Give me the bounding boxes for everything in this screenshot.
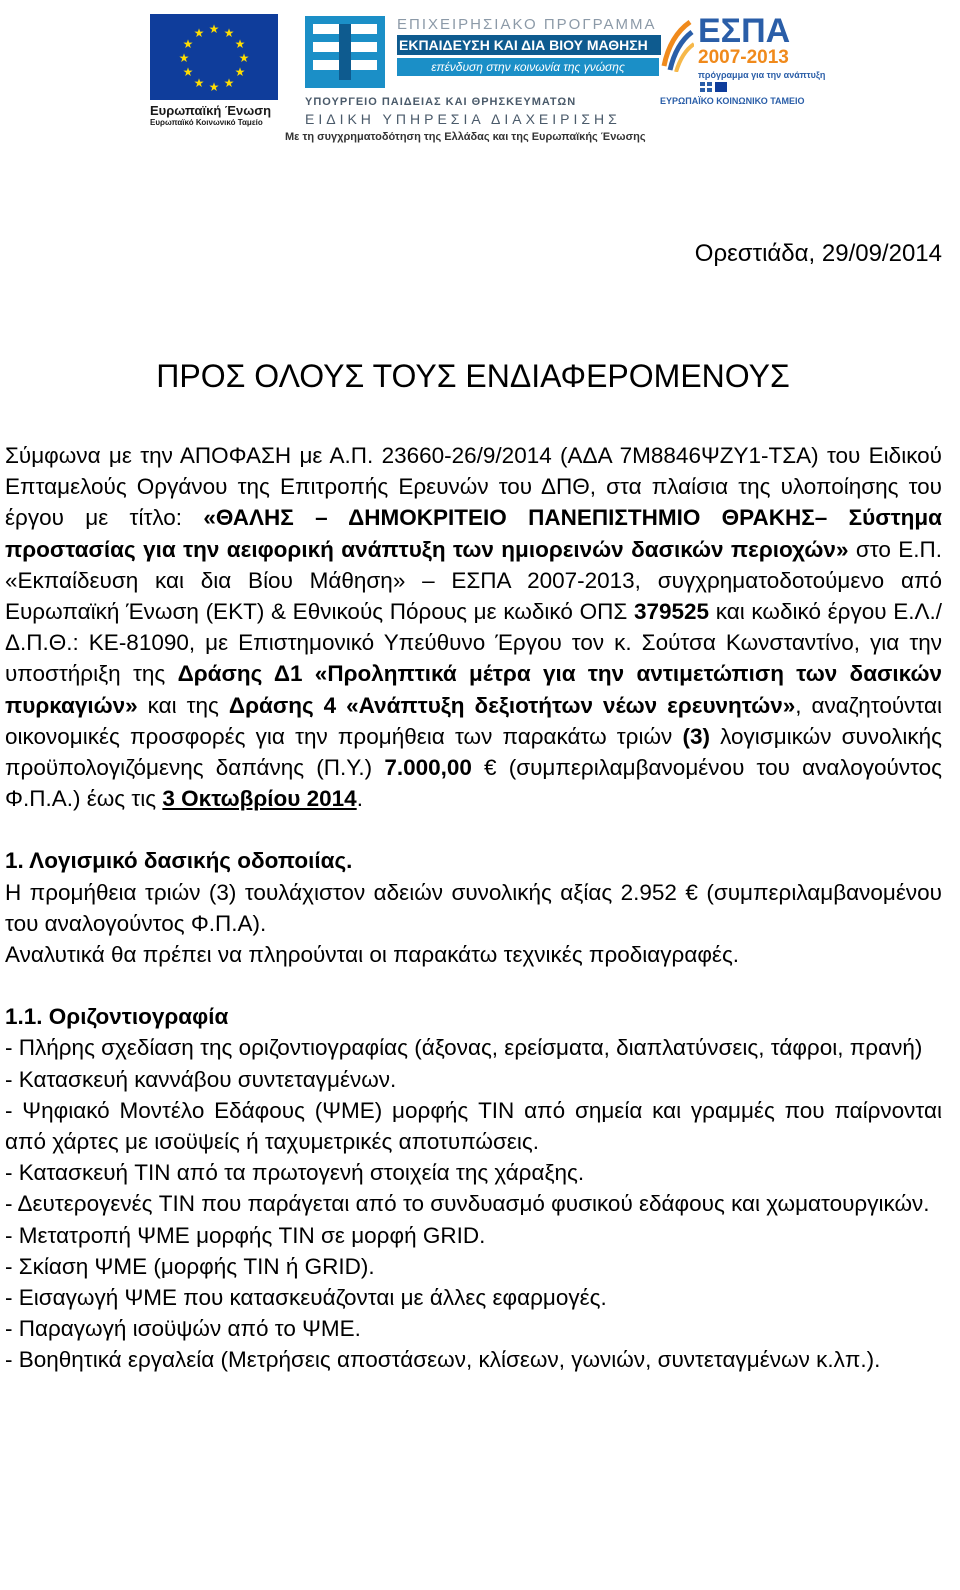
eu-caption: Ευρωπαϊκή Ένωση (150, 103, 272, 118)
software-count: (3) (682, 723, 710, 749)
spec-item: - Μετατροπή ΨΜΕ μορφής TIN σε μορφή GRID. (5, 1222, 486, 1248)
svg-text:★: ★ (208, 80, 220, 94)
managing-authority: ΕΙΔΙΚΗ ΥΠΗΡΕΣΙΑ ΔΙΑΧΕΙΡΙΣΗΣ (305, 111, 621, 127)
spec-item: - Πλήρης σχεδίαση της οριζοντιογραφίας (άξονας, ερείσματα, διαπλατύνσεις, τάφροι, πρανή) (5, 1035, 923, 1061)
svg-text:★: ★ (178, 51, 190, 65)
document-date: Ορεστιάδα, 29/09/2014 (694, 240, 942, 267)
greek-eu-flags-icon (700, 82, 728, 96)
programme-emblem-icon (305, 16, 385, 88)
eu-stars-icon (150, 14, 278, 100)
section-1-1-heading: 1.1. Οριζοντιογραφία (5, 1004, 229, 1030)
section-1-heading: 1. Λογισμικό δασικής οδοποιίας. (5, 848, 353, 874)
header-logos (0, 0, 960, 150)
action-d1: Δράσης Δ1 «Προληπτικά μέτρα για την αντιμετώπιση των δασικών πυρκαγιών» (5, 661, 942, 718)
deadline-date: 3 Οκτωβρίου 2014 (162, 786, 357, 812)
programme-name: ΕΚΠΑΙΔΕΥΣΗ ΚΑΙ ΔΙΑ ΒΙΟΥ ΜΑΘΗΣΗ (397, 35, 661, 55)
ops-code: 379525 (633, 599, 710, 625)
spec-item: - Ψηφιακό Μοντέλο Εδάφους (ΨΜΕ) μορφής TIN από σημεία και γραμμές που παίρνονται από χάρτες με ισοϋψείς ή ταχυμετρικές αποτυπώσεις. (5, 1097, 942, 1155)
svg-text:★: ★ (193, 26, 205, 40)
intro-text: λογισμικών συνολικής προϋπολογιζόμενης δαπάνης (Π.Υ.) (5, 723, 942, 781)
spec-item: - Σκίαση ΨΜΕ (μορφής TIN ή GRID). (5, 1253, 375, 1279)
spacer (5, 814, 942, 845)
programme-title: ΕΠΙΧΕΙΡΗΣΙΑΚΟ ΠΡΟΓΡΑΜΜΑ (397, 16, 657, 33)
page-title: ΠΡΟΣ ΟΛΟΥΣ ΤΟΥΣ ΕΝΔΙΑΦΕΡΟΜΕΝΟΥΣ (156, 358, 790, 394)
spec-item: - Κατασκευή TIN από τα πρωτογενή στοιχεία της χάραξης. (5, 1160, 585, 1186)
programme-slogan: επένδυση στην κοινωνία της γνώσης (397, 58, 659, 76)
intro-text: € (συμπεριλαμβανομένου του αναλογούντος Φ.Π.Α.) έως τις (5, 755, 942, 812)
spec-item: - Εισαγωγή ΨΜΕ που κατασκευάζονται με άλλες εφαρμογές. (5, 1285, 607, 1311)
spacer (5, 970, 942, 1001)
intro-text: στο Ε.Π. «Εκπαίδευση και δια Βίου Μάθηση» – ΕΣΠΑ 2007-2013, συγχρηματοδοτούμενο από Ευρωπαϊκή Ένωση (ΕΚΤ) & Εθνικούς Πόρους με κωδικό ΟΠΣ (5, 536, 942, 625)
espa-fund-name: ΕΥΡΩΠΑΪΚΟ ΚΟΙΝΩΝΙΚΟ ΤΑΜΕΙΟ (660, 96, 805, 106)
document-body (5, 440, 942, 1376)
espa-swoosh-icon (660, 16, 694, 72)
espa-years: 2007-2013 (698, 47, 789, 68)
section-1-title (5, 845, 942, 876)
svg-text:★: ★ (208, 22, 220, 36)
intro-text: . (356, 786, 363, 812)
svg-text:★: ★ (223, 76, 235, 90)
spec-item: - Κατασκευή καννάβου συντεταγμένων. (5, 1066, 397, 1092)
intro-paragraph (5, 440, 942, 814)
intro-text: , αναζητούνται οικονομικές προσφορές για την προμήθεια των παρακάτω τριών (5, 692, 943, 749)
spec-item: - Δευτερογενές TIN που παράγεται από το συνδυασμό φυσικού εδάφους και χωματουργικών. (5, 1191, 930, 1217)
espa-slogan: πρόγραμμα για την ανάπτυξη (698, 70, 826, 80)
svg-text:★: ★ (234, 65, 246, 79)
svg-text:★: ★ (182, 37, 194, 51)
espa-title: ΕΣΠΑ (698, 12, 791, 50)
svg-text:★: ★ (223, 26, 235, 40)
cofunding-note: Με τη συγχρηματοδότηση της Ελλάδας και της Ευρωπαϊκής Ένωσης (285, 131, 646, 143)
ministry-name: ΥΠΟΥΡΓΕΙΟ ΠΑΙΔΕΙΑΣ ΚΑΙ ΘΡΗΣΚΕΥΜΑΤΩΝ (305, 96, 577, 108)
svg-text:★: ★ (182, 65, 194, 79)
intro-text: και κωδικό έργου Ε.Λ./Δ.Π.Θ.: ΚΕ-81090, με Επιστημονικό Υπεύθυνο Έργου τον κ. Σούτσα Κωνσταντίνο, για την υποστήριξη της (5, 599, 943, 687)
action-4: Δράσης 4 «Ανάπτυξη δεξιοτήτων νέων ερευνητών» (228, 692, 796, 718)
section-1-text: Η προμήθεια τριών (3) τουλάχιστον αδειών συνολικής αξίας 2.952 € (συμπεριλαμβανομένου του αναλογούντος Φ.Π.Α). (5, 879, 942, 936)
eu-flag-icon (150, 14, 278, 100)
svg-text:★: ★ (238, 51, 250, 65)
intro-text: Σύμφωνα με την ΑΠΟΦΑΣΗ με Α.Π. 23660-26/9/2014 (ΑΔΑ 7Μ8846ΨΖΥ1-ΤΣΑ) του Ειδικού Επταμελούς Οργάνου της Επιτροπής Ερευνών του ΔΠΘ, στα πλαίσια της υλοποίησης του έργου με τίτλο: (5, 443, 942, 531)
eu-subcaption: Ευρωπαϊκό Κοινωνικό Ταμείο (150, 118, 263, 127)
svg-text:★: ★ (193, 76, 205, 90)
intro-text: και της (137, 692, 229, 718)
section-1-1-title (5, 1001, 942, 1032)
budget-amount: 7.000,00 (384, 755, 472, 781)
svg-text:★: ★ (234, 37, 246, 51)
spec-item: - Βοηθητικά εργαλεία (Μετρήσεις αποστάσεων, κλίσεων, γωνιών, συντεταγμένων κ.λπ.). (5, 1347, 881, 1373)
project-title: «ΘΑΛΗΣ – ΔΗΜΟΚΡΙΤΕΙΟ ΠΑΝΕΠΙΣΤΗΜΙΟ ΘΡΑΚΗΣ– Σύστημα προστασίας για την αειφορική ανάπτυξη των ημιορεινών δασικών περιοχών» (5, 505, 942, 562)
spec-item: - Παραγωγή ισοϋψών από το ΨΜΕ. (5, 1316, 361, 1342)
section-1-text2: Αναλυτικά θα πρέπει να πληρούνται οι παρακάτω τεχνικές προδιαγραφές. (5, 942, 740, 968)
eu-logo (150, 14, 280, 128)
